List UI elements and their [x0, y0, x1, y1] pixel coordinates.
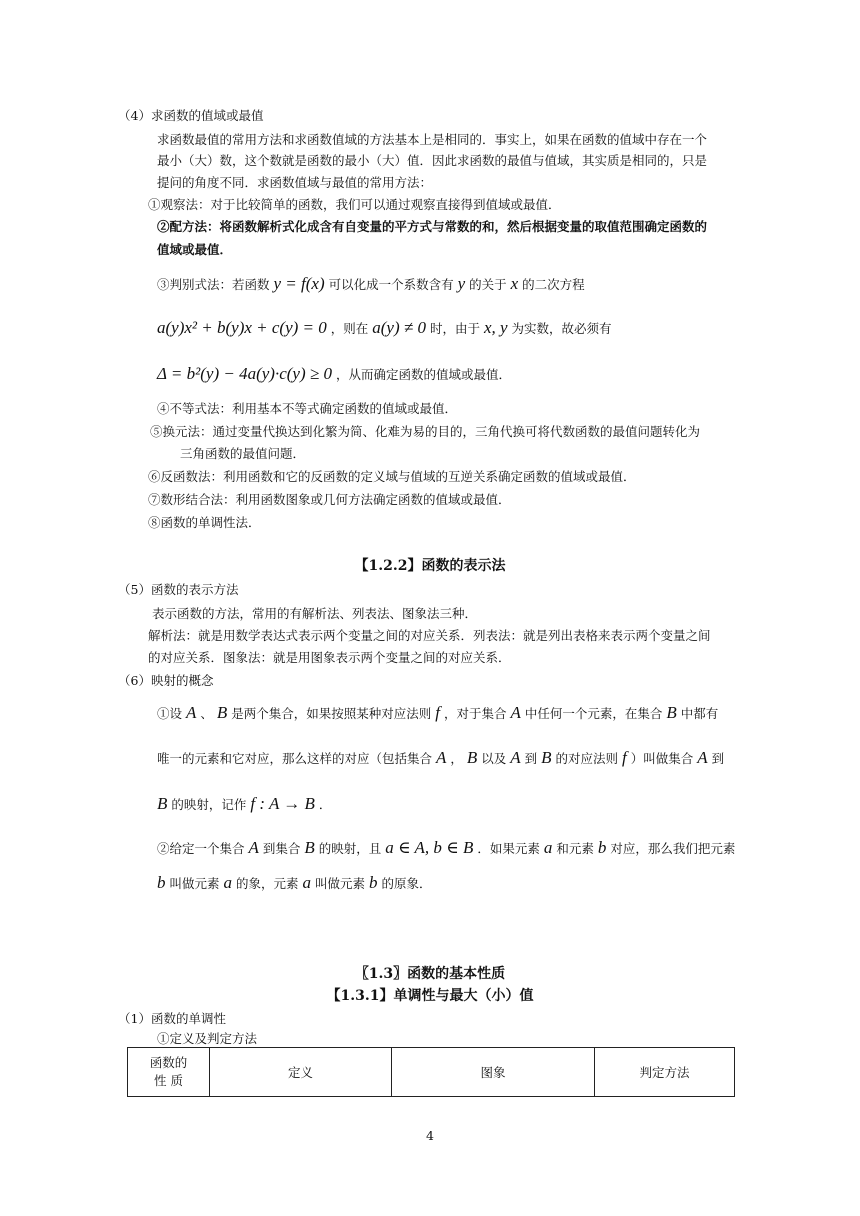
- paragraph-line: 求函数最值的常用方法和求函数值域的方法基本上是相同的．事实上，如果在函数的值域中存在一个: [157, 132, 708, 147]
- equation-membership: a ∈ A, b ∈ B: [385, 838, 474, 857]
- method-substitution-cont: 三角函数的最值问题．: [180, 446, 306, 461]
- equation-y-fx: y = f(x): [273, 274, 325, 293]
- paragraph-line: 的对应关系．图象法：就是用图象表示两个变量之间的对应关系．: [148, 650, 511, 665]
- equation-mapping: f : A → B: [250, 794, 315, 813]
- paragraph-line: 提问的角度不同．求函数值域与最值的常用方法：: [157, 175, 433, 190]
- equation-quadratic: a(y)x² + b(y)x + c(y) = 0: [157, 318, 327, 337]
- mapping-definition-cont: B 的映射，记作 f : A → B ．: [157, 794, 332, 813]
- paragraph-line: 最小（大）数，这个数就是函数的最小（大）值．因此求函数的最值与值域，其实质是相同的，只是: [157, 153, 708, 168]
- method-monotonicity: ⑧函数的单调性法．: [148, 515, 261, 530]
- section-title-1-3-1: 【1.3.1】单调性与最大（小）值: [326, 988, 534, 1004]
- method-graphical: ⑦数形结合法：利用函数图象或几何方法确定函数的值域或最值．: [148, 492, 511, 507]
- table-row: [128, 1048, 735, 1097]
- equation-ay-nonzero: a(y) ≠ 0: [372, 318, 426, 337]
- method-substitution: ⑤换元法：通过变量代换达到化繁为简、化难为易的目的，三角代换可将代数函数的最值问题转化为: [150, 424, 701, 439]
- subsection-heading: ①定义及判定方法: [157, 1031, 258, 1046]
- method-discriminant-cont: Δ = b²(y) − 4a(y)·c(y) ≥ 0 ，从而确定函数的值域或最值．: [157, 364, 511, 383]
- method-observation: ①观察法：对于比较简单的函数，我们可以通过观察直接得到值域或最值．: [148, 197, 561, 212]
- page-number: 4: [426, 1128, 434, 1143]
- paragraph-line: 表示函数的方法，常用的有解析法、列表法、图象法三种．: [152, 606, 478, 621]
- section-4-heading: （4）求函数的值域或最值: [118, 108, 264, 123]
- equation-discriminant: Δ = b²(y) − 4a(y)·c(y) ≥ 0: [157, 364, 332, 383]
- monotonicity-table: [127, 1047, 735, 1097]
- method-completing-square: ②配方法：将函数解析式化成含有自变量的平方式与常数的和，然后根据变量的取值范围确定函数的: [157, 219, 708, 234]
- paragraph-line: 解析法：就是用数学表达式表示两个变量之间的对应关系．列表法：就是列出表格来表示两个变量之间: [148, 628, 711, 643]
- mapping-definition-cont: 唯一的元素和它对应，那么这样的对应（包括集合 A ， B 以及 A 到 B 的对应法则 f ）叫做集合 A 到: [157, 748, 725, 767]
- section-5-heading: （5）函数的表示方法: [118, 582, 239, 597]
- section-title-1-2-2: 【1.2.2】函数的表示法: [354, 558, 506, 574]
- mapping-definition: ①设 A 、 B 是两个集合，如果按照某种对应法则 f ，对于集合 A 中任何一个元素，在集合 B 中都有: [157, 703, 719, 722]
- method-discriminant: ③判别式法：若函数 y = f(x) 可以化成一个系数含有 y 的关于 x 的二次方程: [157, 274, 585, 293]
- image-preimage-definition: ②给定一个集合 A 到集合 B 的映射，且 a ∈ A, b ∈ B ．如果元素 a 和元素 b 对应，那么我们把元素: [157, 838, 736, 857]
- table-header-cell: 判定方法: [595, 1048, 735, 1097]
- section-6-heading: （6）映射的概念: [118, 673, 214, 688]
- method-discriminant-cont: a(y)x² + b(y)x + c(y) = 0 ，则在 a(y) ≠ 0 时，由于 x, y 为实数，故必须有: [157, 318, 612, 337]
- section-title-1-3: 〖1.3〗函数的基本性质: [354, 966, 506, 982]
- section-1-heading: （1）函数的单调性: [118, 1011, 226, 1026]
- method-inequality: ④不等式法：利用基本不等式确定函数的值域或最值．: [157, 401, 458, 416]
- image-preimage-definition-cont: b 叫做元素 a 的象，元素 a 叫做元素 b 的原象．: [157, 873, 432, 892]
- table-header-cell: 图象: [392, 1048, 595, 1097]
- table-header-cell: 定义: [210, 1048, 392, 1097]
- table-header-cell: 函数的 性 质: [128, 1048, 210, 1097]
- method-inverse: ⑥反函数法：利用函数和它的反函数的定义域与值域的互逆关系确定函数的值域或最值．: [148, 469, 636, 484]
- method-completing-square-cont: 值域或最值．: [157, 242, 233, 257]
